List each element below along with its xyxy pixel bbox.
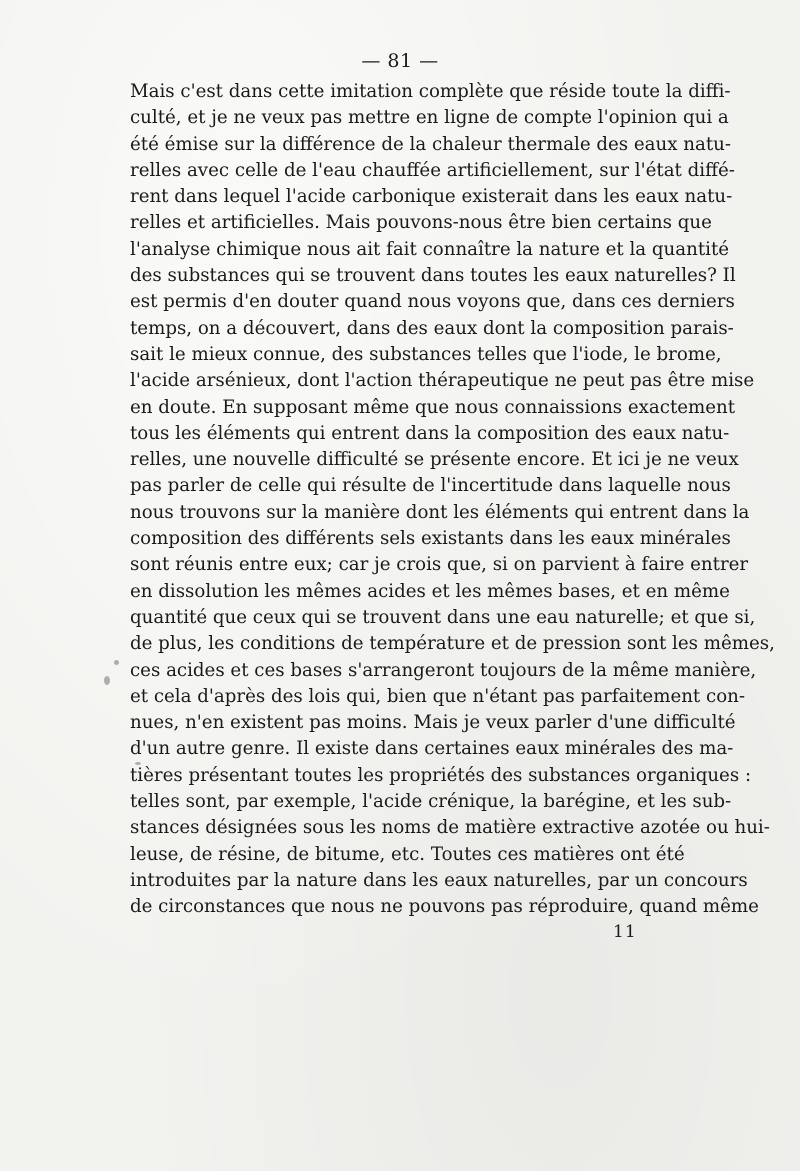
page-number: — 81 — [361,50,439,72]
text-line: en dissolution les mêmes acides et les mêmes bases, et en même [130,580,730,602]
text-line: d'un autre genre. Il existe dans certaines eaux minérales des ma- [130,738,734,760]
text-line: pas parler de celle qui résulte de l'incertitude dans laquelle nous [130,475,731,497]
ink-spot [135,762,141,765]
text-line: tières présentant toutes les propriétés des substances organiques : [130,764,752,786]
text-line: en doute. En supposant même que nous connaissions exactement [130,396,736,418]
text-line: sait le mieux connue, des substances telles que l'iode, le brome, [130,343,722,365]
text-line: temps, on a découvert, dans des eaux dont la composition parais- [130,317,734,339]
text-line: tous les éléments qui entrent dans la composition des eaux natu- [130,422,730,444]
text-line: nous trouvons sur la manière dont les éléments qui entrent dans la [130,501,750,523]
text-line: l'analyse chimique nous ait fait connaître la nature et la quantité [130,238,730,260]
text-line: des substances qui se trouvent dans toutes les eaux naturelles? Il [130,265,736,287]
text-line: telles sont, par exemple, l'acide crénique, la barégine, et les sub- [130,791,732,813]
text-line: de circonstances que nous ne pouvons pas réproduire, quand même [130,896,759,918]
text-line: et cela d'après des lois qui, bien que n'étant pas parfaitement con- [130,685,746,707]
text-line: l'acide arsénieux, dont l'action thérapeutique ne peut pas être mise [130,370,755,392]
text-line: relles, une nouvelle difficulté se présente encore. Et ici je ne veux [130,449,739,471]
body-text [130,79,775,921]
text-line: est permis d'en douter quand nous voyons que, dans ces derniers [130,291,735,313]
text-line: introduites par la nature dans les eaux naturelles, par un concours [130,869,748,891]
text-line: composition des différents sels existants dans les eaux minérales [130,528,731,550]
text-line: de plus, les conditions de température et de pression sont les mêmes, [130,633,775,655]
text-line: relles et artificielles. Mais pouvons-nous être bien certains que [130,212,712,234]
text-line: culté, et je ne veux pas mettre en ligne de compte l'opinion qui a [130,107,729,129]
text-line: nues, n'en existent pas moins. Mais je veux parler d'une difficulté [130,712,736,734]
text-line: sont réunis entre eux; car je crois que, si on parvient à faire entrer [130,554,749,576]
text-line: stances désignées sous les noms de matière extractive azotée ou hui- [130,817,770,839]
text-line: relles avec celle de l'eau chauffée artificiellement, sur l'état diffé- [130,159,735,181]
ink-spot [104,676,110,685]
signature-mark: 11 [613,922,637,942]
text-line: rent dans lequel l'acide carbonique existerait dans les eaux natu- [130,186,733,208]
text-line: Mais c'est dans cette imitation complète que réside toute la diffi- [130,81,731,102]
text-line: été émise sur la différence de la chaleur thermale des eaux natu- [130,133,732,155]
ink-spot [114,660,119,665]
text-line: ces acides et ces bases s'arrangeront toujours de la même manière, [130,659,757,681]
text-line: leuse, de résine, de bitume, etc. Toutes ces matières ont été [130,843,685,865]
text-line: quantité que ceux qui se trouvent dans une eau naturelle; et que si, [130,606,756,628]
